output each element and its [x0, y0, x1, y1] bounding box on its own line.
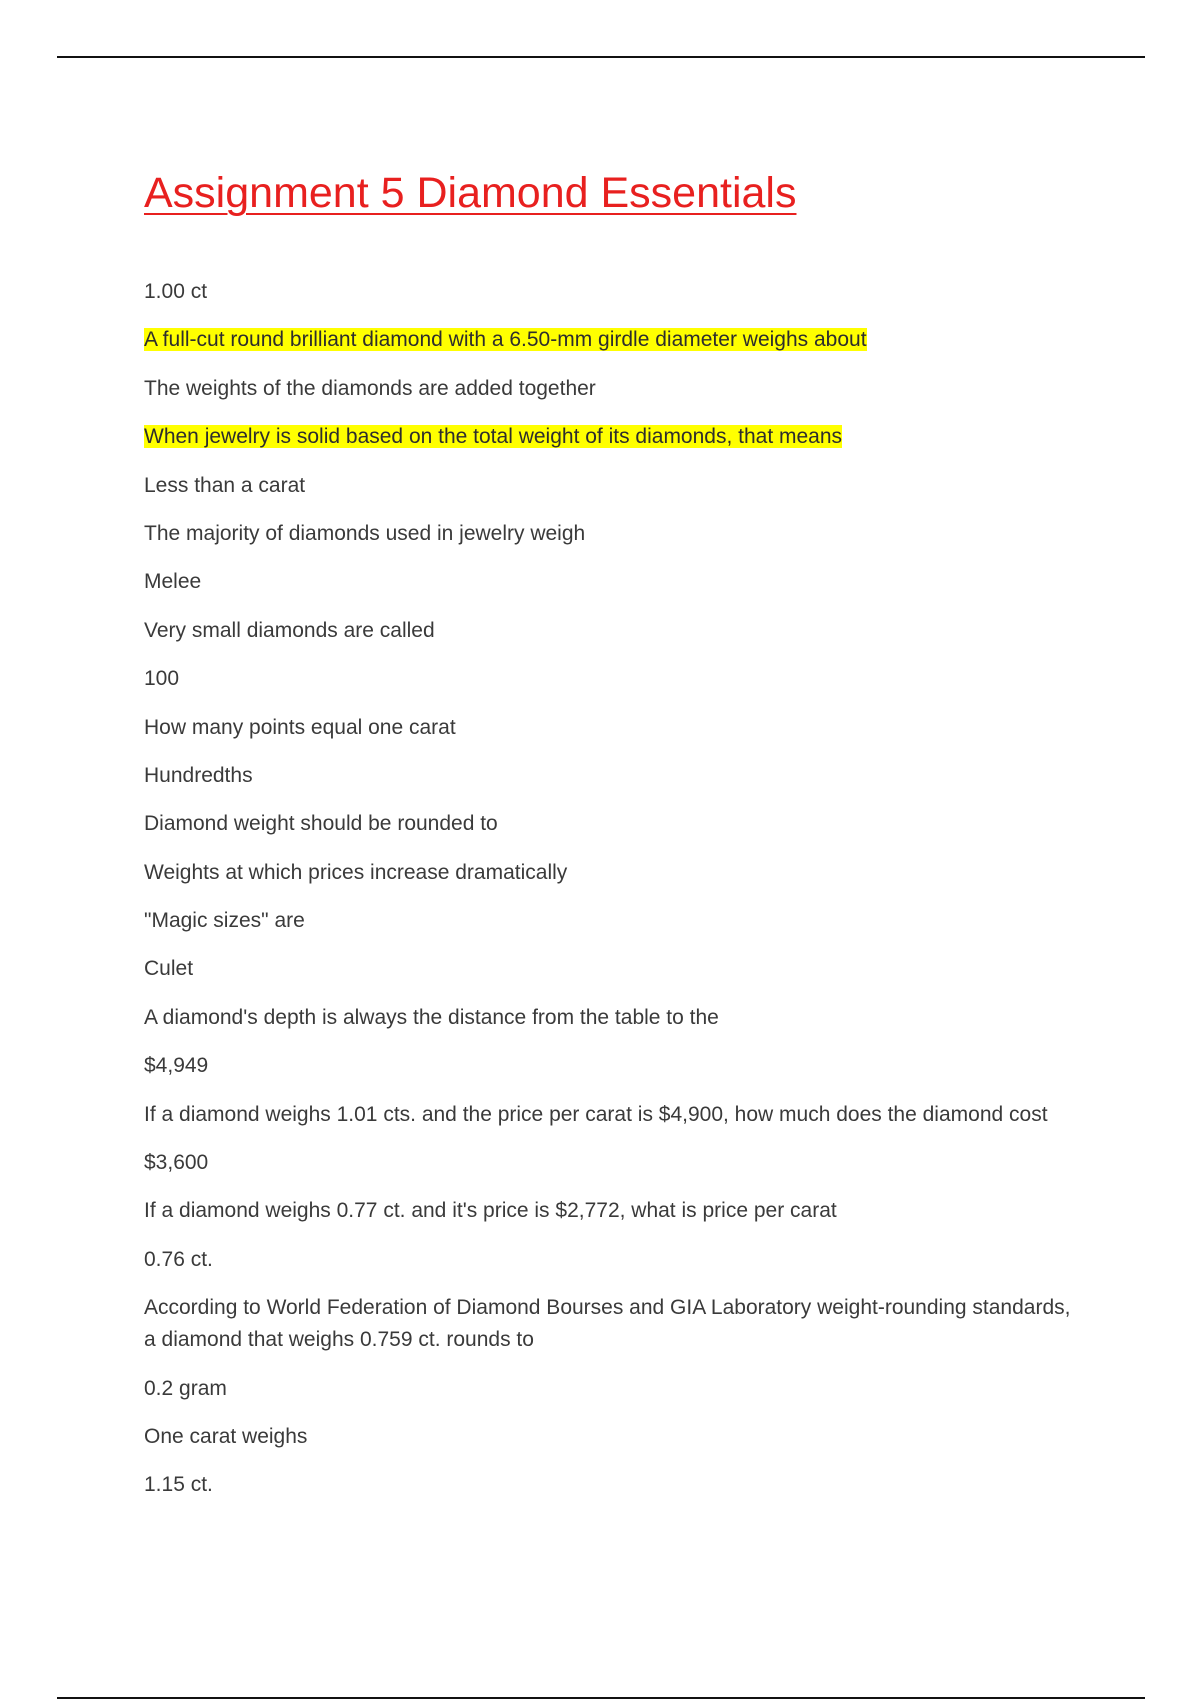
line-4: When jewelry is solid based on the total weight of its diamonds, that means	[144, 425, 843, 449]
line-25: 1.15 ct.	[144, 1473, 213, 1497]
line-24: One carat weighs	[144, 1424, 308, 1448]
line-19: $3,600	[144, 1151, 209, 1175]
line-13: Weights at which prices increase dramatically	[144, 860, 568, 884]
line-5: Less than a carat	[144, 473, 306, 497]
line-20: If a diamond weighs 0.77 ct. and it's price is $2,772, what is price per carat	[144, 1199, 837, 1223]
line-15: Culet	[144, 957, 194, 981]
line-22: According to World Federation of Diamond Bourses and GIA Laboratory weight-rounding standards, a diamond that weighs 0.759 ct. rounds to	[144, 1296, 1071, 1352]
document-body	[144, 276, 1074, 1518]
top-rule	[57, 56, 1145, 58]
line-7: Melee	[144, 570, 202, 594]
document-title: Assignment 5 Diamond Essentials	[144, 169, 797, 217]
line-10: How many points equal one carat	[144, 715, 456, 739]
line-12: Diamond weight should be rounded to	[144, 812, 498, 836]
line-21: 0.76 ct.	[144, 1247, 213, 1271]
bottom-rule	[57, 1697, 1145, 1699]
line-9: 100	[144, 667, 180, 691]
line-18: If a diamond weighs 1.01 cts. and the price per carat is $4,900, how much does the diamond cost	[144, 1102, 1048, 1126]
line-1: 1.00 ct	[144, 280, 208, 303]
line-14: "Magic sizes" are	[144, 909, 305, 933]
line-23: 0.2 gram	[144, 1376, 227, 1400]
line-17: $4,949	[144, 1054, 209, 1078]
line-2: A full-cut round brilliant diamond with a 6.50-mm girdle diameter weighs about	[144, 328, 867, 352]
line-16: A diamond's depth is always the distance from the table to the	[144, 1005, 719, 1029]
line-6: The majority of diamonds used in jewelry weigh	[144, 521, 586, 545]
line-11: Hundredths	[144, 763, 253, 787]
line-3: The weights of the diamonds are added together	[144, 376, 596, 400]
line-8: Very small diamonds are called	[144, 618, 435, 642]
